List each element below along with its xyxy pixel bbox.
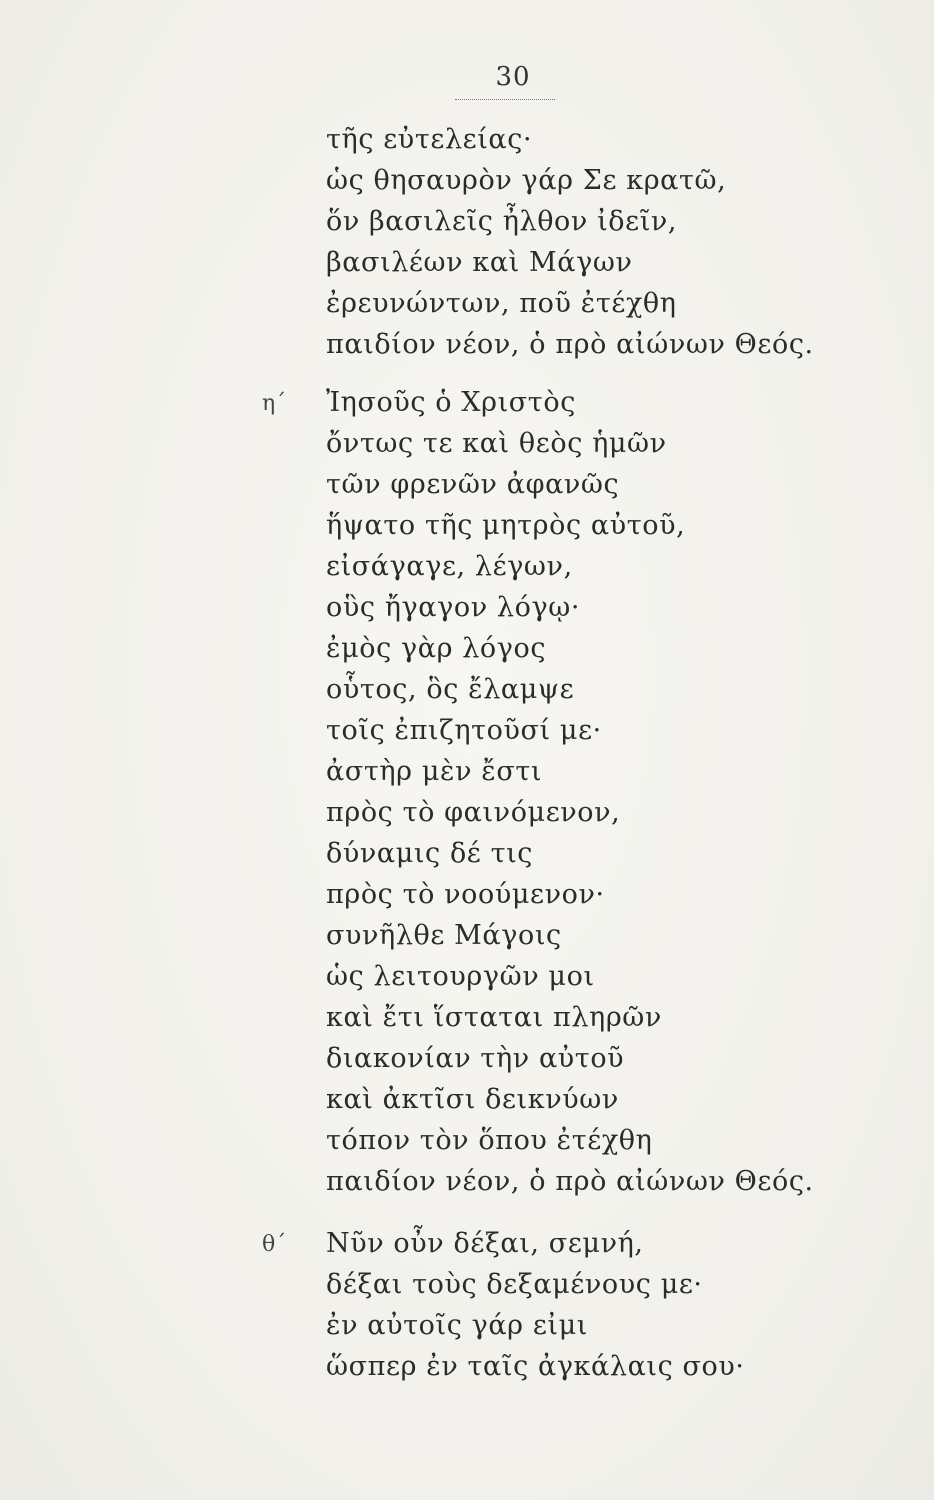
header-rule bbox=[455, 99, 555, 100]
verse-line: ὅν βασιλεῖς ἦλθον ἰδεῖν, bbox=[326, 206, 678, 237]
verse-line: οὓς ἤγαγον λόγῳ· bbox=[326, 592, 581, 623]
verse-line: τοῖς ἐπιζητοῦσί με· bbox=[326, 715, 602, 746]
verse-line: ὥσπερ ἐν ταῖς ἀγκάλαις σου· bbox=[326, 1351, 745, 1382]
verse-line: ὡς λειτουργῶν μοι bbox=[326, 961, 595, 992]
verse-line: καὶ ἔτι ἵσταται πληρῶν bbox=[326, 1002, 662, 1033]
verse-line: Νῦν οὖν δέξαι, σεμνή, bbox=[326, 1228, 644, 1259]
verse-line: ὄντως τε καὶ θεὸς ἡμῶν bbox=[326, 428, 667, 459]
verse-line: πρὸς τὸ φαινόμενον, bbox=[326, 797, 621, 828]
verse-line: δέξαι τοὺς δεξαμένους με· bbox=[326, 1269, 703, 1300]
stanza-marker: η΄ bbox=[262, 391, 287, 416]
verse-line: εἰσάγαγε, λέγων, bbox=[326, 551, 573, 582]
verse-line: οὗτος, ὃς ἔλαμψε bbox=[326, 674, 575, 705]
verse-line: τῶν φρενῶν ἀφανῶς bbox=[326, 469, 620, 500]
verse-line: βασιλέων καὶ Μάγων bbox=[326, 247, 633, 278]
verse-line: παιδίον νέον, ὁ πρὸ αἰώνων Θεός. bbox=[326, 1166, 814, 1197]
verse-line: ἐμὸς γὰρ λόγος bbox=[326, 633, 547, 664]
verse-line: διακονίαν τὴν αὐτοῦ bbox=[326, 1043, 625, 1074]
verse-line: ὡς θησαυρὸν γάρ Σε κρατῶ, bbox=[326, 165, 727, 196]
verse-line: ἀστὴρ μὲν ἔστι bbox=[326, 756, 543, 787]
page-number: 30 bbox=[495, 62, 531, 92]
verse-line: ἐν αὐτοῖς γάρ εἰμι bbox=[326, 1310, 588, 1341]
verse-line: δύναμις δέ τις bbox=[326, 838, 534, 869]
verse-line: ἥψατο τῆς μητρὸς αὐτοῦ, bbox=[326, 510, 686, 541]
stanza-marker: θ΄ bbox=[262, 1232, 287, 1257]
verse-line: Ἰησοῦς ὁ Χριστὸς bbox=[326, 387, 576, 418]
verse-line: πρὸς τὸ νοούμενον· bbox=[326, 879, 605, 910]
verse-line: καὶ ἀκτῖσι δεικνύων bbox=[326, 1084, 619, 1115]
verse-line: συνῆλθε Μάγοις bbox=[326, 920, 562, 951]
verse-line: ἐρευνώντων, ποῦ ἐτέχθη bbox=[326, 288, 677, 319]
verse-line: παιδίον νέον, ὁ πρὸ αἰώνων Θεός. bbox=[326, 329, 814, 360]
verse-line: τῆς εὐτελείας· bbox=[326, 124, 533, 155]
verse-line: τόπον τὸν ὅπου ἐτέχθη bbox=[326, 1125, 653, 1156]
